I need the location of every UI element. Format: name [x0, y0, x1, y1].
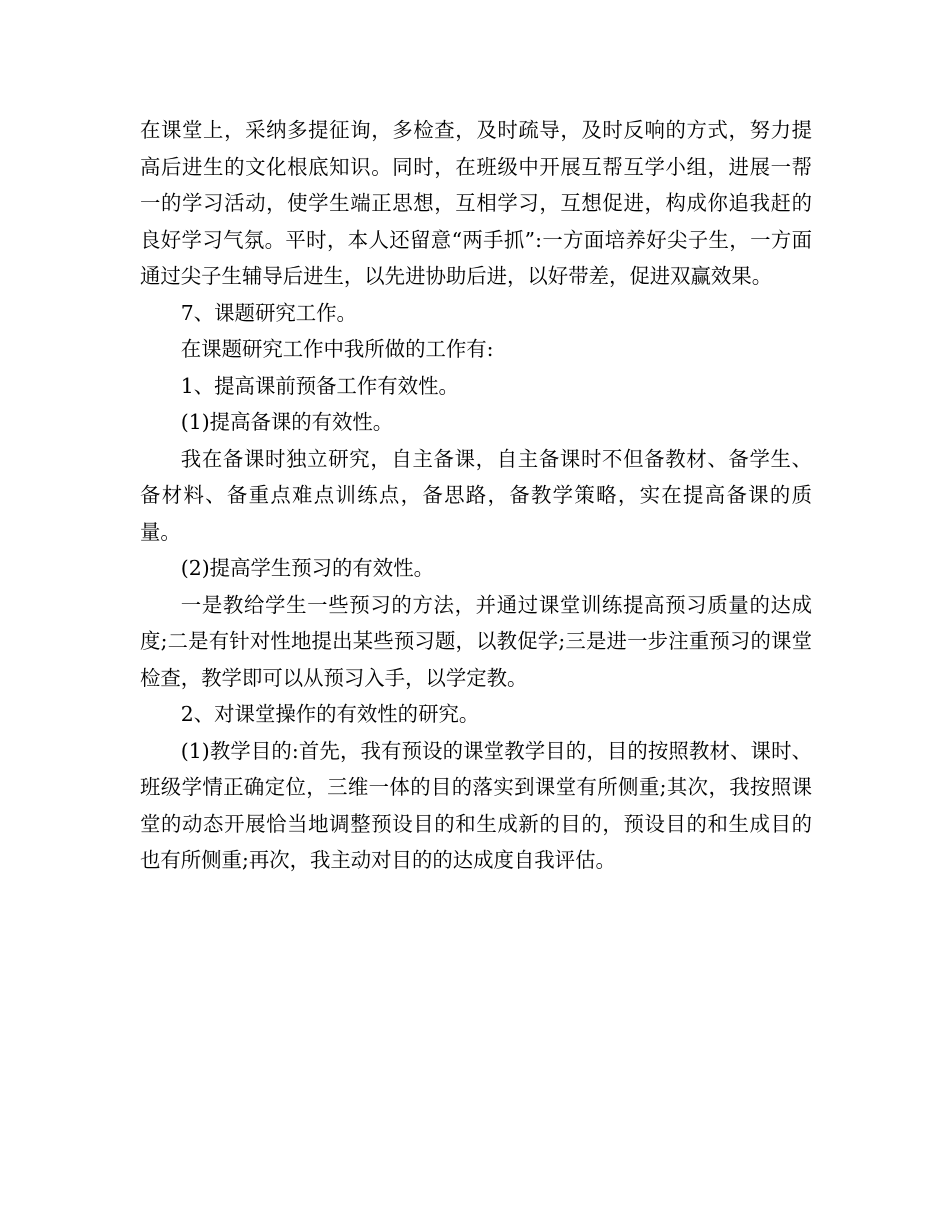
document-body — [140, 112, 812, 879]
heading-classroom-operation: 2、对课堂操作的有效性的研究。 — [180, 702, 480, 726]
heading-preparation-effectiveness: 1、提高课前预备工作有效性。 — [180, 373, 459, 398]
paragraph-teaching-goals: (1)教学目的:首先，我有预设的课堂教学目的，目的按照教材、课时、班级学情正确定位，三维一体的目的落实到课堂有所侧重;其次，我按照课堂的动态开展恰当地调整预设目的和生成新的目的，预设目的和生成目的也有所侧重;再次，我主动对目的的达成度自我评估。 — [140, 738, 812, 872]
paragraph-preview: 一是教给学生一些预习的方法，并通过课堂训练提高预习质量的达成度;二是有针对性地提出某些预习题，以教促学;三是进一步注重预习的课堂检查，教学即可以从预习入手，以学定教。 — [140, 592, 812, 690]
subheading-lesson-planning: (1)提高备课的有效性。 — [180, 410, 394, 434]
paragraph-lesson-planning: 我在备课时独立研究，自主备课，自主备课时不但备教材、备学生、备材料、备重点难点训练点，备思路，备教学策略，实在提高备课的质量。 — [140, 446, 812, 544]
paragraph-tutoring-methods: 在课堂上，采纳多提征询，多检查，及时疏导，及时反响的方式，努力提高后进生的文化根底知识。同时，在班级中开展互帮互学小组，进展一帮一的学习活动，使学生端正思想，互相学习，互想促进，构成你追我赶的良好学习气氛。平时，本人还留意“两手抓”:一方面培养好尖子生，一方面通过尖子生辅导后进生，以先进协助后进，以好带差，促进双赢效果。 — [140, 118, 812, 288]
heading-research-work: 7、课题研究工作。 — [180, 300, 357, 325]
subheading-preview: (2)提高学生预习的有效性。 — [180, 556, 434, 580]
paragraph-research-intro: 在课题研究工作中我所做的工作有: — [180, 337, 494, 361]
